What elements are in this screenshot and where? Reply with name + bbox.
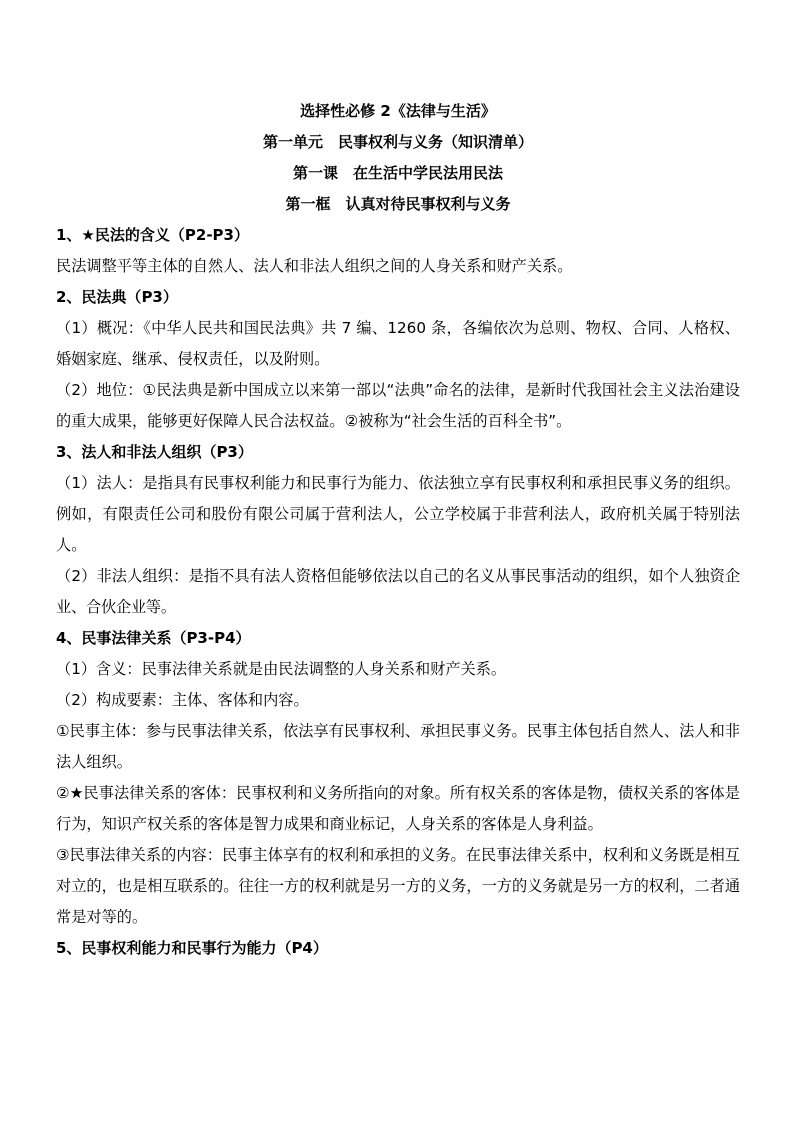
document-page bbox=[56, 96, 740, 964]
section-heading-2: 2、民法典（P3） bbox=[56, 288, 178, 306]
document-title: 选择性必修 2《法律与生活》 bbox=[300, 102, 496, 120]
paragraph: （2）地位：①民法典是新中国成立以来第一部以“法典”命名的法律，是新时代我国社会主义法治建设的重大成果，能够更好保障人民合法权益。②被称为“社会生活的百科全书”。 bbox=[56, 381, 740, 430]
section-heading-3: 3、法人和非法人组织（P3） bbox=[56, 443, 253, 461]
unit-title: 第一单元 民事权利与义务（知识清单） bbox=[262, 133, 533, 151]
section-title: 第一框 认真对待民事权利与义务 bbox=[285, 195, 511, 213]
section-heading-1: 1、★民法的含义（P2-P3） bbox=[56, 226, 249, 244]
paragraph: （1）法人：是指具有民事权利能力和民事行为能力、依法独立享有民事权利和承担民事义务的组织。例如，有限责任公司和股份有限公司属于营利法人，公立学校属于非营利法人，政府机关属于特别法人。 bbox=[56, 474, 740, 554]
paragraph: （1）概况：《中华人民共和国民法典》共 7 编、1260 条，各编依次为总则、物权、合同、人格权、婚姻家庭、继承、侵权责任，以及附则。 bbox=[56, 319, 740, 368]
paragraph: （2）构成要素：主体、客体和内容。 bbox=[56, 691, 309, 709]
section-heading-4: 4、民事法律关系（P3-P4） bbox=[56, 629, 251, 647]
paragraph: （2）非法人组织：是指不具有法人资格但能够依法以自己的名义从事民事活动的组织，如个人独资企业、合伙企业等。 bbox=[56, 567, 740, 616]
paragraph: ②★民事法律关系的客体：民事权利和义务所指向的对象。所有权关系的客体是物，债权关系的客体是行为，知识产权关系的客体是智力成果和商业标记，人身关系的客体是人身利益。 bbox=[56, 784, 740, 833]
lesson-title: 第一课 在生活中学民法用民法 bbox=[292, 164, 503, 182]
section-heading-5: 5、民事权利能力和民事行为能力（P4） bbox=[56, 939, 328, 957]
paragraph: ①民事主体：参与民事法律关系，依法享有民事权利、承担民事义务。民事主体包括自然人、法人和非法人组织。 bbox=[56, 722, 740, 771]
paragraph: （1）含义：民事法律关系就是由民法调整的人身关系和财产关系。 bbox=[56, 660, 507, 678]
paragraph: ③民事法律关系的内容：民事主体享有的权利和承担的义务。在民事法律关系中，权利和义务既是相互对立的，也是相互联系的。往往一方的权利就是另一方的义务，一方的义务就是另一方的权利，二者通常是对等的。 bbox=[56, 846, 740, 926]
paragraph: 民法调整平等主体的自然人、法人和非法人组织之间的人身关系和财产关系。 bbox=[56, 257, 573, 275]
